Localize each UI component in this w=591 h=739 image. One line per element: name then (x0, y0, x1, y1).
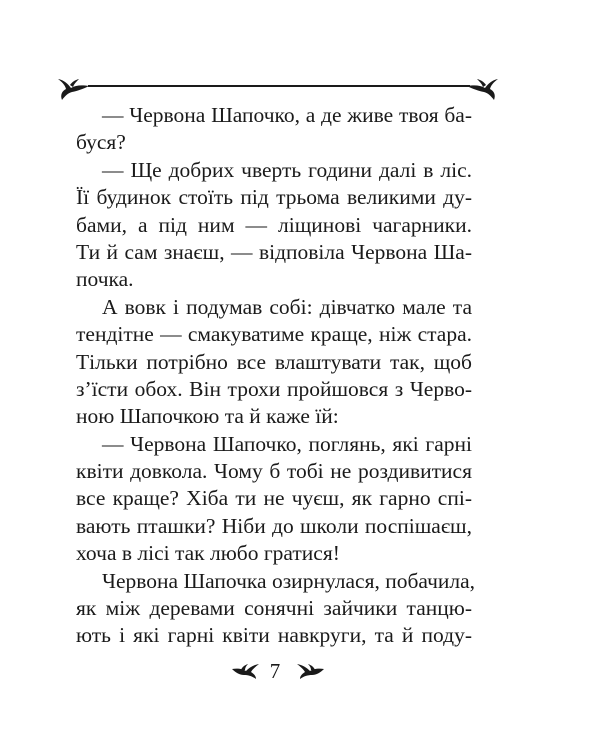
text-line: бами, а під ним — ліщинові чагарники. (76, 212, 472, 237)
text-line: — Червона Шапочко, а де живе твоя ба- (102, 103, 472, 127)
header-left-bird-icon (56, 76, 90, 102)
text-line: все краще? Хіба ти не чуєш, як гарно спі- (76, 486, 472, 511)
text-line: Тільки потрібно все влаштувати так, щоб (76, 349, 472, 374)
text-line: А вовк і подумав собі: дівчатко мале та (102, 294, 472, 319)
text-line: з’їсти обох. Він трохи пройшовся з Черво- (76, 376, 472, 401)
header-right-bird-icon (466, 76, 500, 102)
text-line: хоча в лісі так любо гратися! (76, 541, 340, 566)
header-rule (88, 85, 470, 87)
text-line: як між деревами сонячні зайчики танцю- (76, 596, 472, 621)
footer-left-bird-icon (232, 662, 260, 680)
text-line: буся? (76, 130, 126, 155)
text-line: квіти довкола. Чому б тобі не роздивитися (76, 459, 472, 484)
text-line: почка. (76, 267, 134, 292)
body-text (76, 102, 476, 650)
text-line: ною Шапочкою та й каже їй: (76, 404, 339, 429)
text-line: — Червона Шапочко, поглянь, які гарні (102, 431, 472, 456)
text-line: ють і які гарні квіти навкруги, та й поду- (76, 623, 472, 648)
text-line: тендітне — смакуватиме краще, ніж стара. (76, 322, 472, 347)
text-line: Червона Шапочка озирнулася, побачила, (102, 568, 476, 593)
page-footer (0, 656, 591, 686)
text-line: Ти й сам знаєш, — відповіла Червона Ша- (76, 239, 472, 264)
text-line: Її будинок стоїть під трьома великими ду- (76, 185, 472, 210)
text-line: — Ще добрих чверть години далі в ліс. (102, 157, 472, 182)
text-line: вають пташки? Ніби до школи поспішаєш, (76, 513, 472, 538)
page-number: 7 (269, 659, 281, 683)
footer-right-bird-icon (296, 662, 324, 680)
